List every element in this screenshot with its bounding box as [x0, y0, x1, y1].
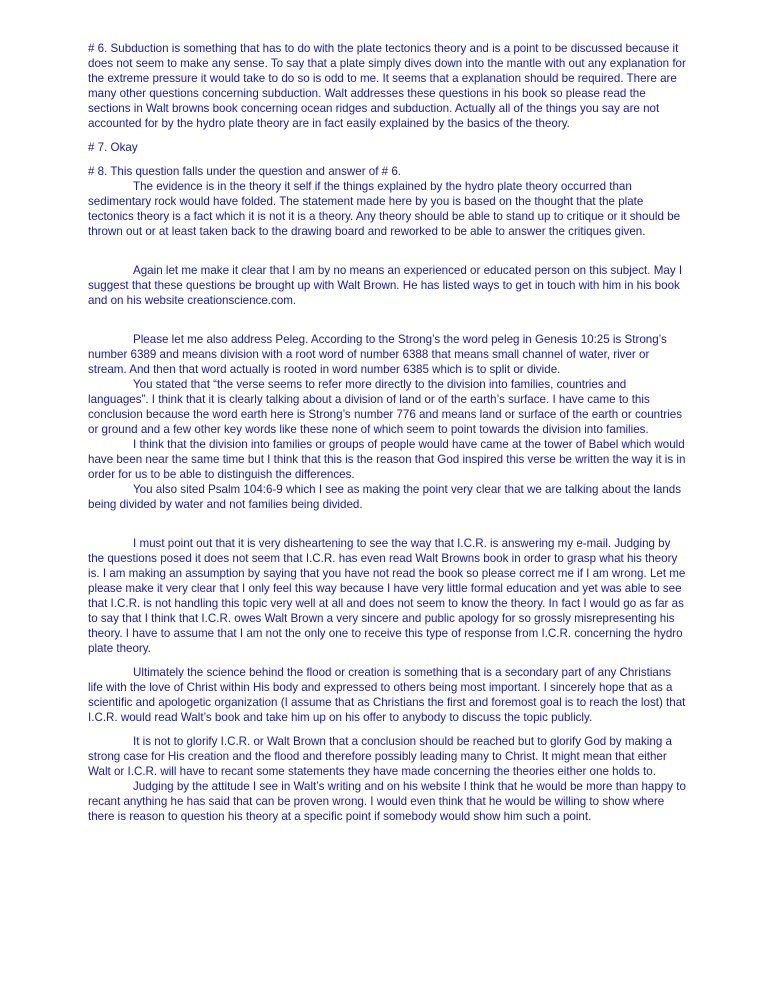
paragraph-ultimately: Ultimately the science behind the flood or creation is something that is a secondary part of any Christians life with the love of Christ within His body and expressed to others being most important. I sincerely hope that as a scientific and apologetic organization (I assume that as Christians the first and foremost goal is to reach the lost) that I.C.R. would read Walt’s book and take him up on his offer to anybody to discuss the topic publicly. [88, 666, 686, 724]
paragraph-peleg: Please let me also address Peleg. According to the Strong’s the word peleg in Genesis 10:25 is Strong’s number 6389 and means division with a root word of number 6388 that means small channel of water, river or stream. And then that word actually is rooted in word number 6385 which is to split or divide. [88, 333, 667, 376]
paragraph-glorify: It is not to glorify I.C.R. or Walt Brown that a conclusion should be reached but to glorify God by making a strong case for His creation and the flood and therefore possibly leading many to Christ. It might mean that either Walt or I.C.R. will have to recant some statements they have made concerning the theories either one holds to. [88, 735, 672, 778]
paragraph-babel: I think that the division into families or groups of people would have came at the tower of Babel which would have been near the same time but I think that this is the reason that God inspired this verse be written the way it is in order for us to be able to distinguish the differences. [88, 438, 686, 481]
paragraph-8: # 8. This question falls under the question and answer of # 6. [88, 165, 402, 178]
paragraph-verse: You stated that “the verse seems to refer more directly to the division into families, countries and languages”. I think that it is clearly talking about a division of land or of the earth’s surface. I have came to this conclusion because the word earth here is Strong’s number 776 and means land or surface of the earth or countries or ground and a few other key words like these none of which seem to point towards the division into families. [88, 378, 682, 436]
paragraph-disclaimer: Again let me make it clear that I am by no means an experienced or educated person on this subject. May I suggest that these questions be brought up with Walt Brown. He has listed ways to get in touch with him in his book and on his website creationscience.com. [88, 264, 683, 307]
letter-page [88, 41, 686, 824]
paragraph-attitude: Judging by the attitude I see in Walt’s writing and on his website I think that he would be more than happy to recant anything he has said that can be proven wrong. I would even think that he would be willing to show where there is reason to question his theory at a specific point if somebody would show him such a point. [88, 780, 686, 823]
paragraph-psalm: You also sited Psalm 104:6-9 which I see as making the point very clear that we are talking about the lands being divided by water and not families being divided. [88, 483, 682, 511]
paragraph-8-evidence: The evidence is in the theory it self if the things explained by the hydro plate theory occurred than sedimentary rock would have folded. The statement made here by you is based on the thought that the plate tectonics theory is a fact which it is not it is a theory. Any theory should be able to stand up to critique or it should be thrown out or at least taken back to the drawing board and reworked to be able to answer the critiques given. [88, 180, 681, 238]
paragraph-6: # 6. Subduction is something that has to do with the plate tectonics theory and is a point to be discussed because it does not seem to make any sense. To say that a plate simply dives down into the mantle with out any explanation for the extreme pressure it would take to do so is odd to me. It seems that a explanation should be required. There are many other questions concerning subduction. Walt addresses these questions in his book so please read the sections in Walt browns book concerning ocean ridges and subduction. Actually all of the things you say are not accounted for by the hydro plate theory are in fact easily explained by the basics of the theory. [88, 42, 686, 130]
paragraph-icr: I must point out that it is very disheartening to see the way that I.C.R. is answering my e-mail. Judging by the questions posed it does not seem that I.C.R. has even read Walt Browns book in order to grasp what his theory is. I am making an assumption by saying that you have not read the book so please correct me if I am wrong. Let me please make it very clear that I only feel this way because I have very little formal education and yet was able to see that I.C.R. is not handling this topic very well at all and does not seem to know the theory. In fact I would go as far as to say that I think that I.C.R. owes Walt Brown a very sincere and public apology for so grossly misrepresenting his theory. I have to assume that I am not the only one to receive this type of response from I.C.R. concerning the hydro plate theory. [88, 537, 686, 655]
paragraph-7: # 7. Okay [88, 141, 138, 154]
